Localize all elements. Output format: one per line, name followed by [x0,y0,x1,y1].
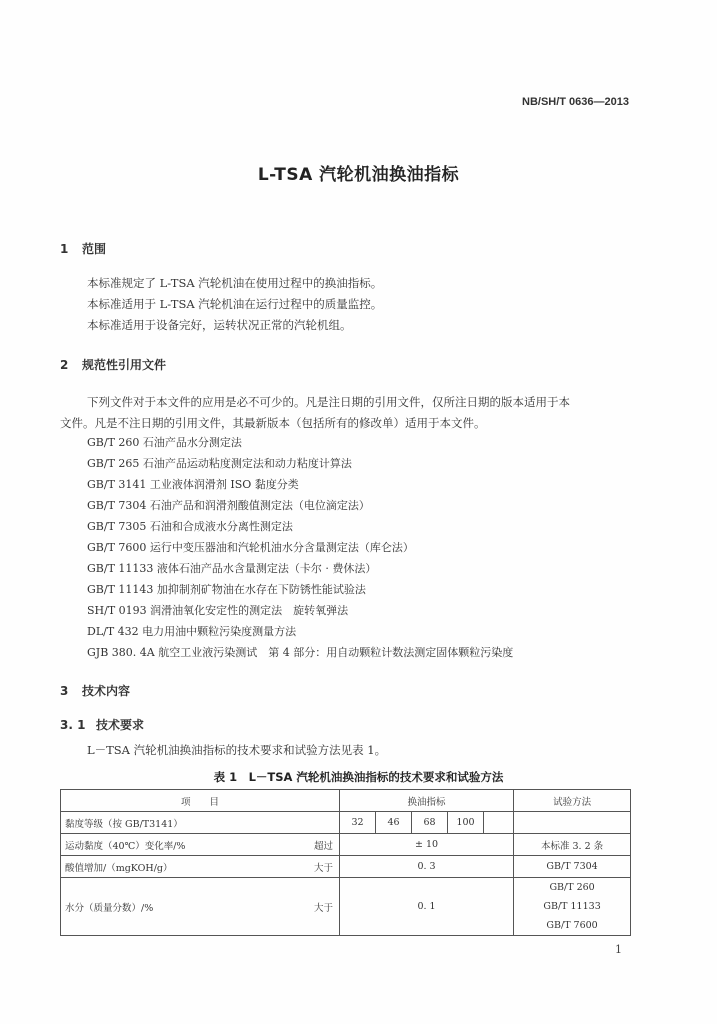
section-1-number: 1 [60,242,69,256]
spec-table [60,789,631,936]
row-qualifier: 大于 [273,856,340,878]
section-2-number: 2 [60,358,69,372]
section-3-heading [60,682,130,699]
row-item: 黏度等级（按 GB/T3141） [61,812,340,834]
grade-cell: 68 [412,812,448,834]
row-method: 本标准 3. 2 条 [514,834,631,856]
row-method: GB/T 7304 [514,856,631,878]
row-item: 水分（质量分数）/% [61,878,273,936]
row-method: GB/T 260 [549,882,595,893]
section-3-title: 技术内容 [82,684,131,698]
reference-item: GB/T 3141 工业液体润滑剂 ISO 黏度分类 [87,478,299,491]
header-item: 项 目 [61,790,340,812]
reference-item: SH/T 0193 润滑油氧化安定性的测定法 旋转氧弹法 [87,604,349,617]
row-item: 酸值增加/（mgKOH/g） [61,856,273,878]
empty-cell [484,812,514,834]
section-3-1-heading [60,716,144,733]
grade-cell: 46 [376,812,412,834]
scope-line: 本标准适用于 L-TSA 汽轮机油在运行过程中的质量监控。 [87,297,383,311]
technical-requirement-line: L－TSA 汽轮机油换油指标的技术要求和试验方法见表 1。 [87,743,387,757]
section-3-1-title: 技术要求 [96,718,145,732]
reference-item: DL/T 432 电力用油中颗粒污染度测量方法 [87,625,297,638]
reference-item: GB/T 265 石油产品运动粘度测定法和动力粘度计算法 [87,457,352,470]
row-method [514,812,631,834]
table-header-row [61,790,631,812]
reference-item: GB/T 11143 加抑制剂矿物油在水存在下防锈性能试验法 [87,583,366,596]
reference-item: GB/T 7305 石油和合成液水分离性测定法 [87,520,293,533]
table-row [61,834,631,856]
section-1-heading [60,240,106,257]
reference-item: GB/T 7600 运行中变压器油和汽轮机油水分含量测定法（库仑法） [87,541,414,554]
section-3-1-number: 3. 1 [60,718,86,732]
references-intro-line2: 文件。凡是不注日期的引用文件，其最新版本（包括所有的修改单）适用于本文件。 [60,416,486,430]
grade-cell: 100 [448,812,484,834]
reference-item: GB/T 7304 石油产品和润滑剂酸值测定法（电位滴定法） [87,499,370,512]
reference-item: GB/T 11133 液体石油产品水含量测定法（卡尔 · 费休法） [87,562,377,575]
header-index: 换油指标 [340,790,514,812]
row-item: 运动黏度（40℃）变化率/% [61,834,273,856]
document-title: L-TSA 汽轮机油换油指标 [257,165,460,185]
table-row [61,812,631,834]
row-qualifier: 大于 [273,878,340,936]
row-method-list [514,878,631,936]
section-2-title: 规范性引用文件 [82,358,167,372]
row-value: ± 10 [340,834,514,856]
table-caption: 表 1 L－TSA 汽轮机油换油指标的技术要求和试验方法 [213,770,504,784]
reference-item: GJB 380. 4A 航空工业液污染测试 第 4 部分：用自动颗粒计数法测定固体颗粒污染度 [87,646,514,659]
grade-cell: 32 [340,812,376,834]
page-number: 1 [615,943,622,956]
table-row [61,856,631,878]
header-method: 试验方法 [514,790,631,812]
row-method: GB/T 11133 [543,901,601,912]
row-qualifier: 超过 [273,834,340,856]
standard-number: NB/SH/T 0636—2013 [522,96,629,108]
row-value: 0. 1 [340,878,514,936]
scope-line: 本标准规定了 L-TSA 汽轮机油在使用过程中的换油指标。 [87,276,383,290]
table-row [61,878,631,936]
row-value: 0. 3 [340,856,514,878]
reference-item: GB/T 260 石油产品水分测定法 [87,436,242,449]
section-3-number: 3 [60,684,69,698]
scope-line: 本标准适用于设备完好，运转状况正常的汽轮机组。 [87,318,352,332]
row-method: GB/T 7600 [546,920,598,931]
section-2-heading [60,356,166,373]
scope-paragraph [87,273,382,336]
section-1-title: 范围 [82,242,107,256]
references-intro-line1: 下列文件对于本文件的应用是必不可少的。凡是注日期的引用文件，仅所注日期的版本适用于本 [87,395,570,409]
